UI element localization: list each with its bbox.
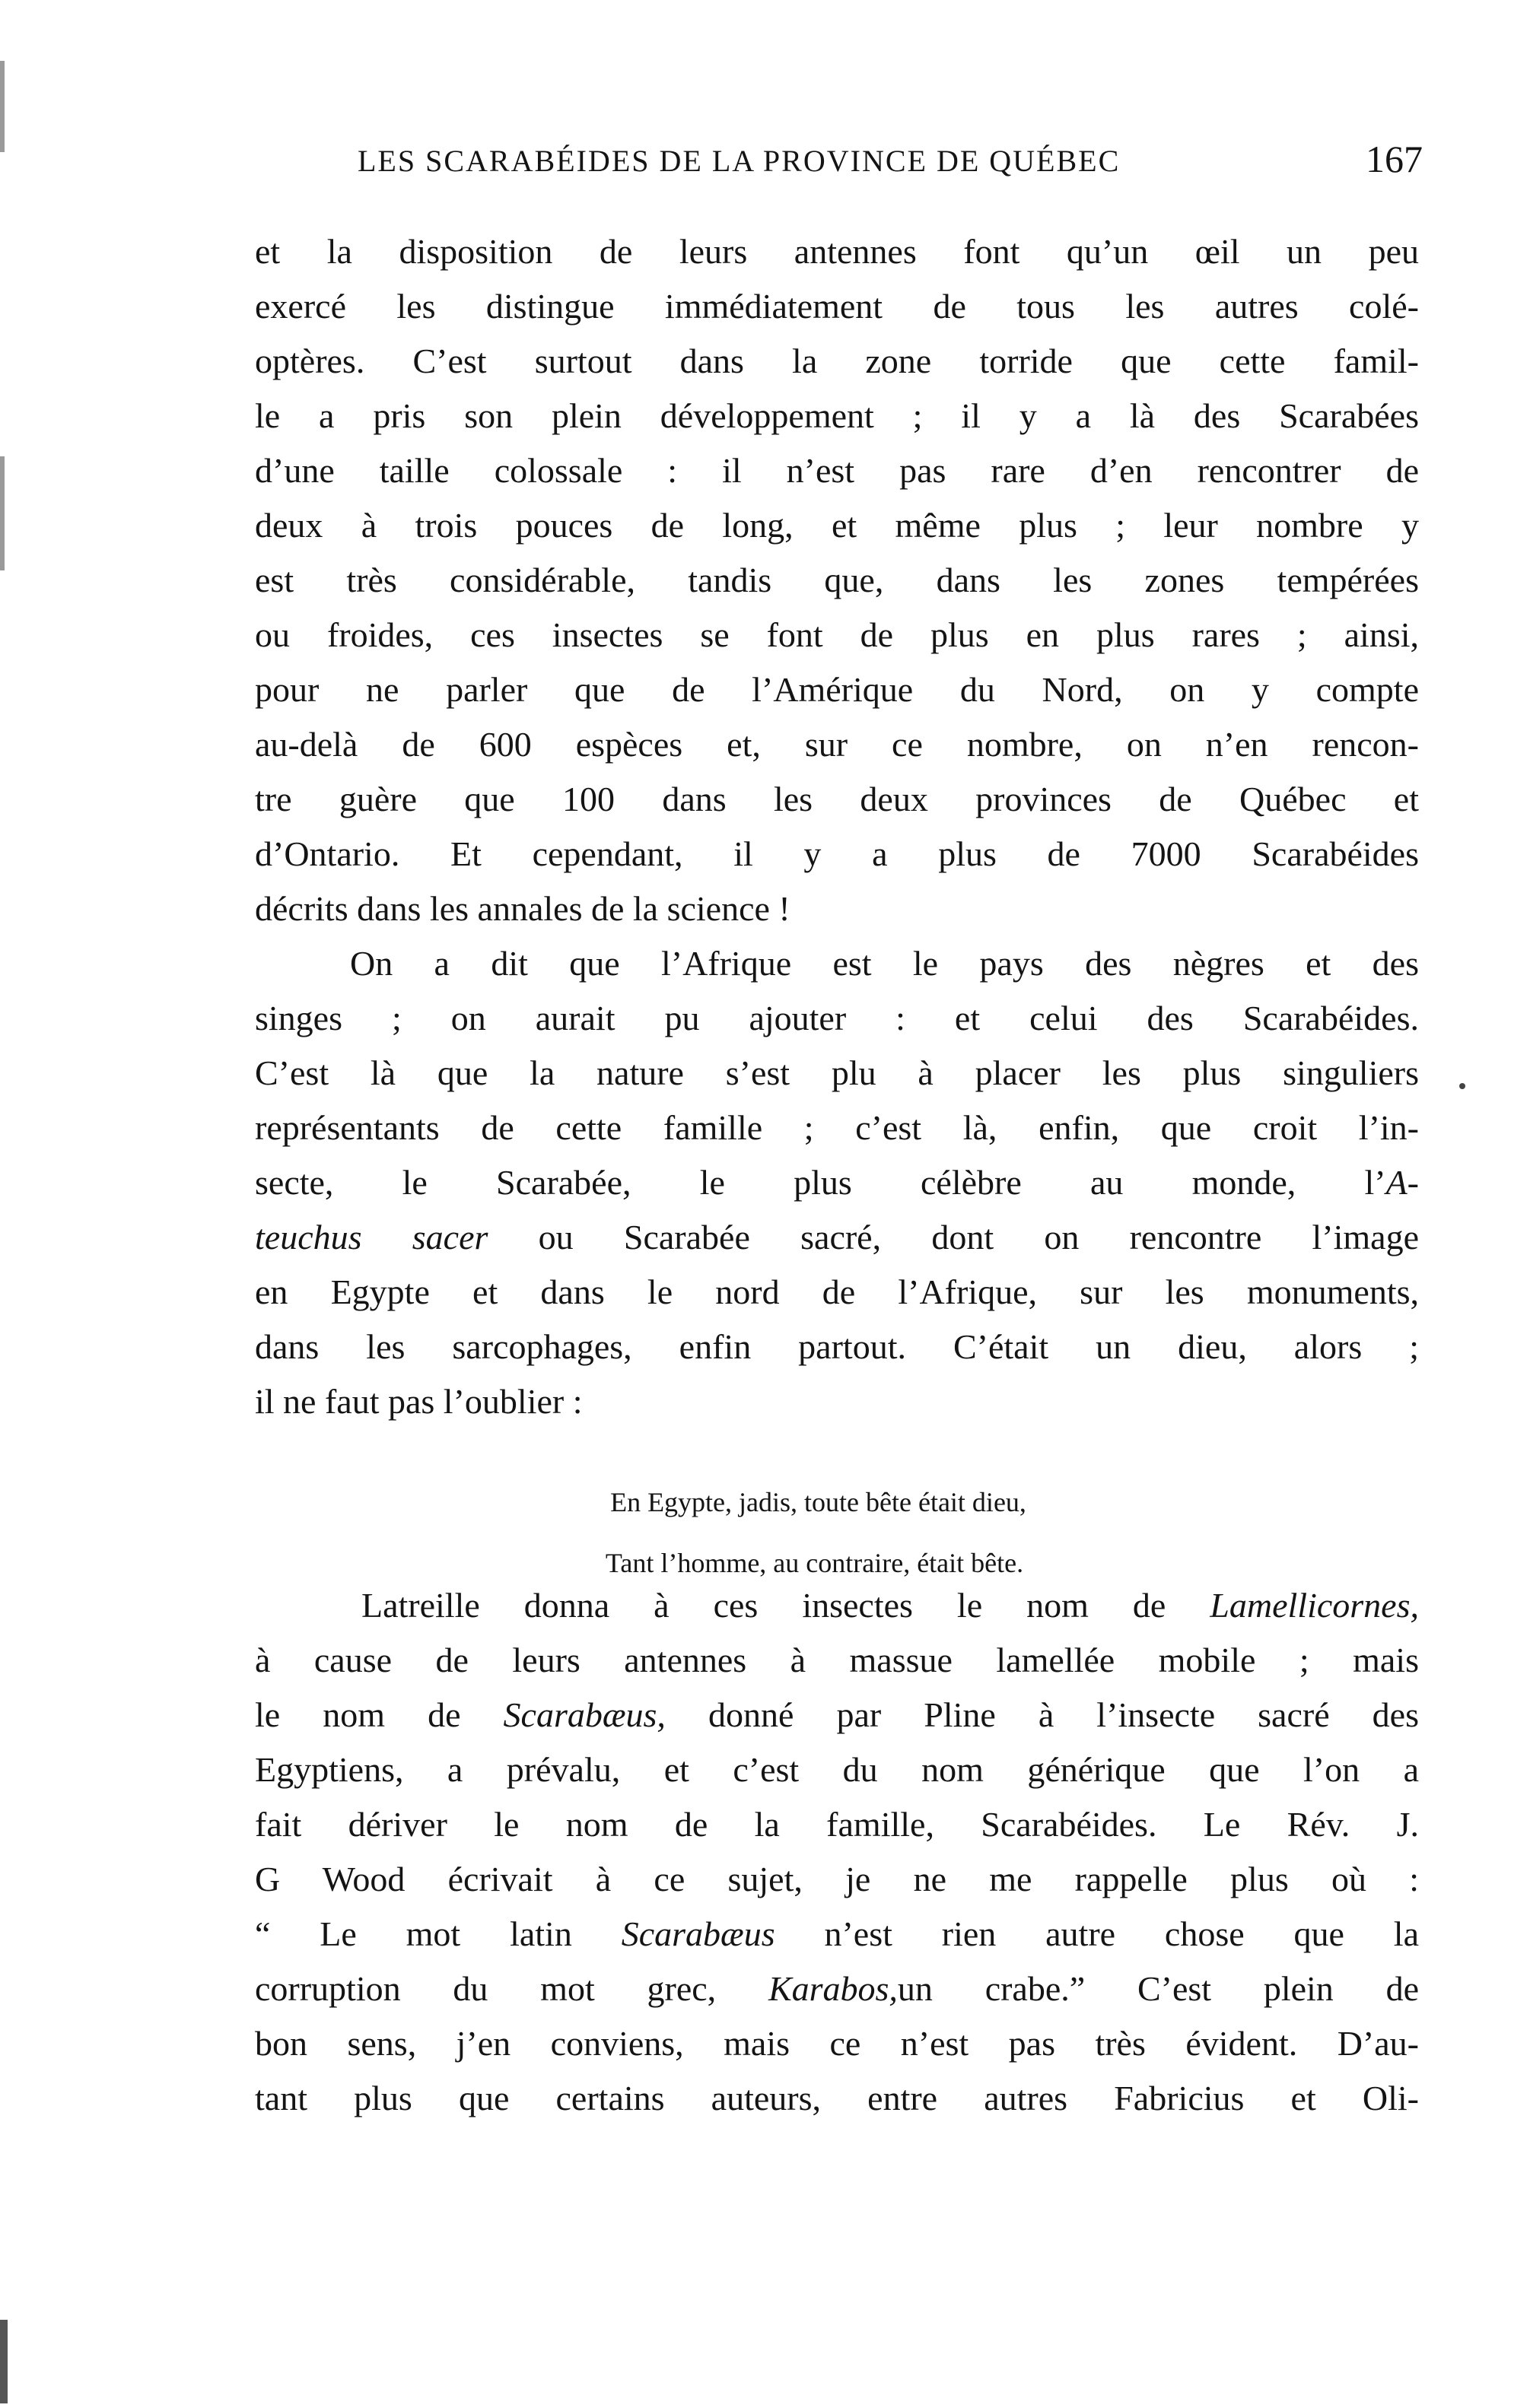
text-line: il ne faut pas l’oublier : [255,1382,583,1421]
italic-text-run: Scarabæus [621,1914,775,1953]
text-line [361,1578,1419,1633]
text-line: singes ; on aurait pu ajouter : et celui des Scarabéides. [255,999,1419,1037]
text-line: en Egypte et dans le nord de l’Afrique, sur les monuments, [255,1272,1419,1311]
text-run: corruption du mot grec, [255,1969,768,2008]
text-run: Latreille donna à ces insectes le nom de [361,1586,1210,1625]
italic-text-run: Scarabæus, [503,1695,666,1734]
text-line: G Wood écrivait à ce sujet, je ne me rappelle plus où : [255,1860,1419,1898]
text-line: On a dit que l’Afrique est le pays des nègres et des [350,944,1419,983]
text-run: “ Le mot latin [255,1914,622,1953]
text-line: exercé les distingue immédiatement de tous les autres colé- [255,287,1419,326]
text-run: un crabe.” C’est plein de [897,1969,1419,2008]
text-line [255,1962,1419,2016]
text-line: tant plus que certains auteurs, entre autres Fabricius et Oli- [255,2079,1419,2117]
text-line: fait dériver le nom de la famille, Scarabéides. Le Rév. J. [255,1805,1419,1844]
text-line [255,1907,1419,1962]
page-header [358,138,1423,196]
text-line: bon sens, j’en conviens, mais ce n’est pas très évident. D’au- [255,2024,1419,2063]
verse-line: Tant l’homme, au contraire, était bête. [605,1548,1024,1578]
text-line: à cause de leurs antennes à massue lamellée mobile ; mais [255,1641,1419,1679]
text-line: ou froides, ces insectes se font de plus en plus rares ; ainsi, [255,615,1419,654]
text-run: n’est rien autre chose que la [775,1914,1419,1953]
text-run: ou Scarabée sacré, dont on rencontre l’image [488,1218,1419,1256]
text-line: décrits dans les annales de la science ! [255,889,790,928]
italic-text-run: Karabos, [768,1969,898,2008]
italic-text-run: A- [1385,1163,1419,1202]
scan-edge-mark [0,456,5,570]
text-line [255,1155,1419,1210]
verse-line: En Egypte, jadis, toute bête était dieu, [610,1487,1026,1517]
text-line: optères. C’est surtout dans la zone torride que cette famil- [255,342,1419,380]
text-line [255,1688,1419,1742]
italic-text-run: Lamellicornes, [1210,1586,1419,1625]
text-line: d’une taille colossale : il n’est pas rare d’en rencontrer de [255,451,1419,490]
scan-edge-mark [0,2320,8,2403]
text-line: tre guère que 100 dans les deux provinces de Québec et [255,780,1419,818]
running-head: LES SCARABÉIDES DE LA PROVINCE DE QUÉBEC [358,144,1121,178]
scan-edge-mark [0,61,5,152]
text-line: C’est là que la nature s’est plu à placer les plus singuliers [255,1053,1419,1092]
page-number: 167 [1366,138,1423,180]
ink-speck [1459,1083,1465,1089]
text-run: le nom de [255,1695,504,1734]
text-line: pour ne parler que de l’Amérique du Nord, on y compte [255,670,1419,709]
text-line: au-delà de 600 espèces et, sur ce nombre, on n’en rencon- [255,725,1419,764]
text-line [255,1210,1419,1265]
text-run: secte, le Scarabée, le plus célèbre au monde, l’ [255,1163,1386,1202]
text-line: dans les sarcophages, enfin partout. C’était un dieu, alors ; [255,1327,1419,1366]
text-line: Egyptiens, a prévalu, et c’est du nom générique que l’on a [255,1750,1419,1789]
text-line: d’Ontario. Et cependant, il y a plus de 7000 Scarabéides [255,834,1419,873]
text-line: et la disposition de leurs antennes font qu’un œil un peu [255,232,1419,271]
text-run: donné par Pline à l’insecte sacré des [665,1695,1419,1734]
text-line: représentants de cette famille ; c’est là, enfin, que croit l’in- [255,1108,1419,1147]
text-line: est très considérable, tandis que, dans les zones tempérées [255,561,1419,599]
text-line: le a pris son plein développement ; il y a là des Scarabées [255,396,1419,435]
text-line: deux à trois pouces de long, et même plus ; leur nombre y [255,506,1419,545]
italic-text-run: teuchus sacer [255,1218,488,1256]
